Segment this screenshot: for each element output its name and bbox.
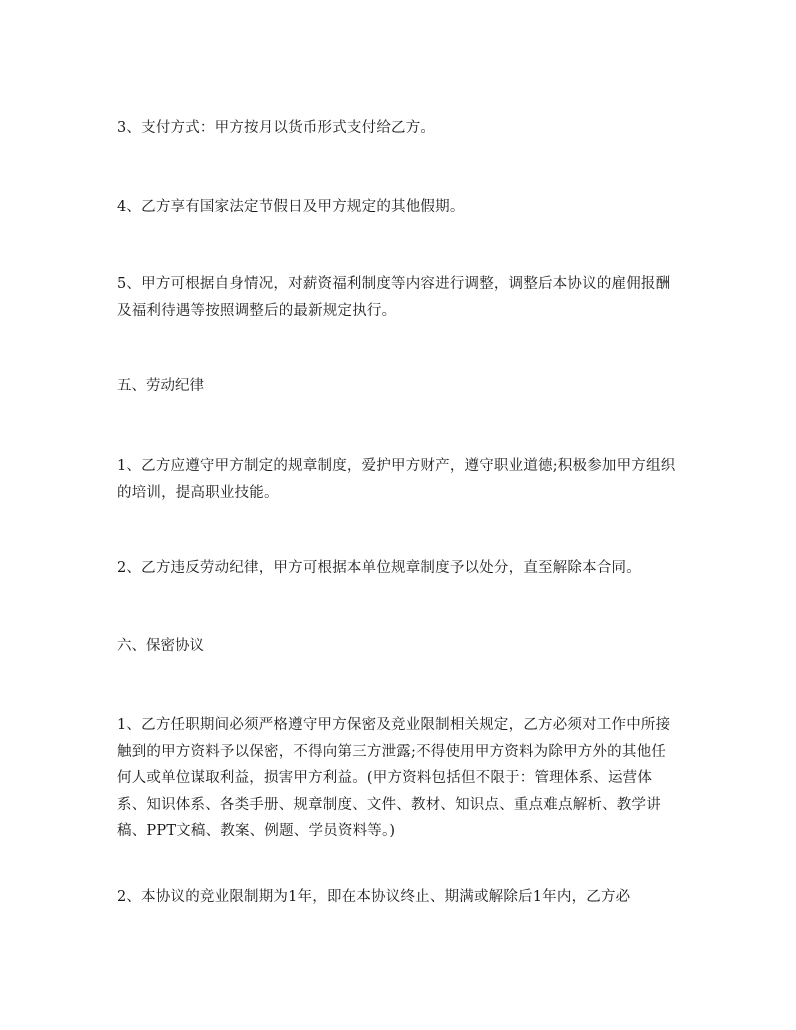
paragraph-holidays: 4、乙方享有国家法定节假日及甲方规定的其他假期。: [117, 199, 465, 215]
paragraph-payment-method: 3、支付方式：甲方按月以货币形式支付给乙方。: [117, 120, 436, 136]
section-heading-confidentiality: 六、保密协议: [117, 638, 204, 654]
paragraph-discipline-rules: 1、乙方应遵守甲方制定的规章制度，爱护甲方财产，遵守职业道德;积极参加甲方组织的培训，提高职业技能。: [117, 458, 676, 501]
section-heading-labor-discipline: 五、劳动纪律: [117, 378, 204, 394]
paragraph-confidentiality-duty: 1、乙方任职期间必须严格遵守甲方保密及竞业限制相关规定，乙方必须对工作中所接触到的甲方资料予以保密，不得向第三方泄露;不得使用甲方资料为除甲方外的其他任何人或单位谋取利益，损害甲方利益。(甲方资料包括但不限于：管理体系、运营体系、知识体系、各类手册、规章制度、文件、教材、知识点、重点难点解析、教学讲稿、PPT文稿、教案、例题、学员资料等。): [117, 717, 671, 839]
paragraph-non-compete-period: 2、本协议的竞业限制期为1年，即在本协议终止、期满或解除后1年内，乙方必: [117, 889, 631, 905]
paragraph-salary-adjustment: 5、甲方可根据自身情况，对薪资福利制度等内容进行调整，调整后本协议的雇佣报酬及福利待遇等按照调整后的最新规定执行。: [117, 276, 671, 319]
paragraph-discipline-violation: 2、乙方违反劳动纪律，甲方可根据本单位规章制度予以处分，直至解除本合同。: [117, 560, 641, 576]
